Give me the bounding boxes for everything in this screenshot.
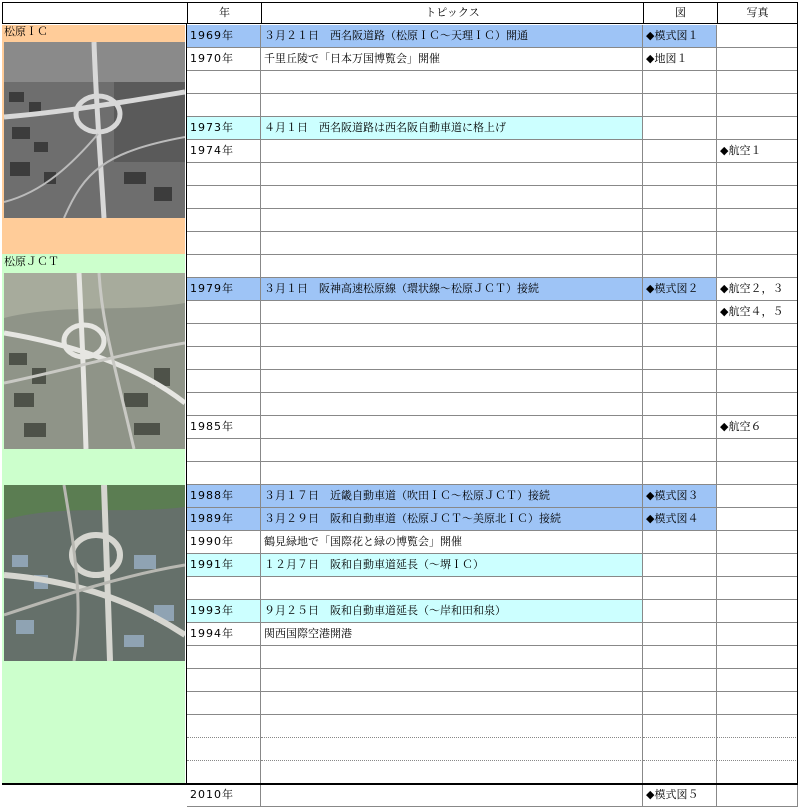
topic-cell bbox=[261, 692, 643, 715]
topic-cell bbox=[261, 646, 643, 669]
photo-cell: ◆航空４，５ bbox=[717, 301, 798, 324]
table-row bbox=[187, 508, 798, 531]
year-cell: 1985年 bbox=[187, 416, 261, 439]
photo-cell bbox=[717, 255, 798, 278]
figure-cell bbox=[643, 347, 717, 370]
figure-cell: ◆模式図４ bbox=[643, 508, 717, 531]
table-row bbox=[187, 738, 798, 761]
table-row bbox=[187, 393, 798, 416]
photo-cell bbox=[717, 738, 798, 761]
photo-cell bbox=[717, 94, 798, 117]
year-cell: 1993年 bbox=[187, 600, 261, 623]
photo-cell bbox=[717, 692, 798, 715]
year-cell: 1990年 bbox=[187, 531, 261, 554]
photo-cell bbox=[717, 163, 798, 186]
year-cell: 1970年 bbox=[187, 48, 261, 71]
header-topics: トピックス bbox=[261, 2, 644, 24]
header-figure: 図 bbox=[643, 2, 718, 24]
figure-cell bbox=[643, 117, 717, 140]
header-year: 年 bbox=[187, 2, 262, 24]
figure-cell: ◆模式図３ bbox=[643, 485, 717, 508]
figure-cell bbox=[643, 301, 717, 324]
figure-cell bbox=[643, 186, 717, 209]
section-label-jct: 松原ＪＣＴ bbox=[4, 255, 59, 268]
year-cell bbox=[187, 347, 261, 370]
topic-cell: ９月２５日 阪和自動車道延長（〜岸和田和泉） bbox=[261, 600, 643, 623]
year-cell bbox=[187, 715, 261, 738]
photo-cell bbox=[717, 669, 798, 692]
figure-cell bbox=[643, 324, 717, 347]
table-row bbox=[187, 301, 798, 324]
photo-cell bbox=[717, 209, 798, 232]
year-cell: 1989年 bbox=[187, 508, 261, 531]
figure-cell bbox=[643, 600, 717, 623]
table-row bbox=[187, 140, 798, 163]
topic-cell bbox=[261, 232, 643, 255]
table-row bbox=[187, 646, 798, 669]
figure-cell bbox=[643, 761, 717, 784]
topic-cell bbox=[261, 784, 643, 807]
photo-cell bbox=[717, 186, 798, 209]
table-row bbox=[187, 439, 798, 462]
aerial-photo-1985 bbox=[4, 273, 185, 449]
year-cell bbox=[187, 669, 261, 692]
year-cell: 1969年 bbox=[187, 25, 261, 48]
topic-cell bbox=[261, 370, 643, 393]
photo-cell bbox=[717, 48, 798, 71]
photo-cell: ◆航空２，３ bbox=[717, 278, 798, 301]
photo-cell: ◆航空６ bbox=[717, 416, 798, 439]
topic-cell: １２月７日 阪和自動車道延長（〜堺ＩＣ） bbox=[261, 554, 643, 577]
year-cell: 1979年 bbox=[187, 278, 261, 301]
topic-cell bbox=[261, 393, 643, 416]
photo-cell bbox=[717, 485, 798, 508]
figure-cell bbox=[643, 623, 717, 646]
figure-cell bbox=[643, 554, 717, 577]
table-row bbox=[187, 209, 798, 232]
year-cell bbox=[187, 646, 261, 669]
photo-cell bbox=[717, 761, 798, 784]
year-cell bbox=[187, 232, 261, 255]
figure-cell bbox=[643, 71, 717, 94]
figure-cell bbox=[643, 738, 717, 761]
aerial-photo-1994 bbox=[4, 485, 185, 661]
topic-cell bbox=[261, 209, 643, 232]
topic-cell bbox=[261, 140, 643, 163]
figure-cell bbox=[643, 646, 717, 669]
figure-cell bbox=[643, 692, 717, 715]
topic-cell bbox=[261, 577, 643, 600]
topic-cell: ３月１日 阪神高速松原線（環状線〜松原ＪＣＴ）接続 bbox=[261, 278, 643, 301]
photo-cell bbox=[717, 347, 798, 370]
topic-cell bbox=[261, 669, 643, 692]
table-row bbox=[187, 669, 798, 692]
figure-cell bbox=[643, 715, 717, 738]
year-cell bbox=[187, 577, 261, 600]
topic-cell bbox=[261, 347, 643, 370]
topic-cell: 関西国際空港開港 bbox=[261, 623, 643, 646]
table-right-border bbox=[797, 24, 798, 783]
table-row bbox=[187, 278, 798, 301]
topic-cell: ３月２９日 阪和自動車道（松原ＪＣＴ〜美原北ＩＣ）接続 bbox=[261, 508, 643, 531]
table-row bbox=[187, 485, 798, 508]
header-left-blank bbox=[2, 2, 188, 24]
photo-cell bbox=[717, 784, 798, 807]
topic-cell bbox=[261, 94, 643, 117]
year-cell: 1988年 bbox=[187, 485, 261, 508]
year-cell bbox=[187, 94, 261, 117]
year-cell bbox=[187, 186, 261, 209]
table-row bbox=[187, 531, 798, 554]
photo-cell bbox=[717, 324, 798, 347]
figure-cell: ◆模式図１ bbox=[643, 25, 717, 48]
photo-cell bbox=[717, 25, 798, 48]
figure-cell bbox=[643, 163, 717, 186]
figure-cell: ◆地図１ bbox=[643, 48, 717, 71]
topic-cell bbox=[261, 301, 643, 324]
table-row bbox=[187, 255, 798, 278]
figure-cell bbox=[643, 462, 717, 485]
table-row bbox=[187, 94, 798, 117]
table-row bbox=[187, 163, 798, 186]
photo-cell bbox=[717, 117, 798, 140]
table-row bbox=[187, 416, 798, 439]
year-cell: 1991年 bbox=[187, 554, 261, 577]
photo-cell bbox=[717, 439, 798, 462]
table-row bbox=[187, 370, 798, 393]
year-cell bbox=[187, 163, 261, 186]
year-cell bbox=[187, 370, 261, 393]
topic-cell bbox=[261, 163, 643, 186]
photo-cell bbox=[717, 600, 798, 623]
topic-cell bbox=[261, 186, 643, 209]
aerial-photo-1974 bbox=[4, 42, 185, 218]
figure-cell bbox=[643, 140, 717, 163]
figure-cell bbox=[643, 393, 717, 416]
photo-cell bbox=[717, 554, 798, 577]
topic-cell bbox=[261, 738, 643, 761]
figure-cell bbox=[643, 255, 717, 278]
year-cell bbox=[187, 209, 261, 232]
photo-cell bbox=[717, 232, 798, 255]
table-row bbox=[187, 48, 798, 71]
topic-cell bbox=[261, 324, 643, 347]
figure-cell: ◆模式図２ bbox=[643, 278, 717, 301]
year-cell bbox=[187, 393, 261, 416]
topic-cell bbox=[261, 462, 643, 485]
figure-cell bbox=[643, 416, 717, 439]
year-cell bbox=[187, 301, 261, 324]
table-row bbox=[187, 761, 798, 784]
photo-cell bbox=[717, 715, 798, 738]
table-row bbox=[187, 462, 798, 485]
photo-cell bbox=[717, 623, 798, 646]
year-cell: 1994年 bbox=[187, 623, 261, 646]
topic-cell: 鶴見緑地で「国際花と緑の博覧会」開催 bbox=[261, 531, 643, 554]
figure-cell bbox=[643, 209, 717, 232]
year-cell: 1973年 bbox=[187, 117, 261, 140]
photo-cell bbox=[717, 462, 798, 485]
table-row bbox=[187, 554, 798, 577]
table-row bbox=[187, 71, 798, 94]
topic-cell bbox=[261, 255, 643, 278]
figure-cell bbox=[643, 669, 717, 692]
year-cell bbox=[187, 324, 261, 347]
topic-cell bbox=[261, 416, 643, 439]
table-row bbox=[187, 25, 798, 48]
table-row bbox=[187, 324, 798, 347]
figure-cell bbox=[643, 370, 717, 393]
topic-cell: ３月２１日 西名阪道路（松原ＩＣ〜天理ＩＣ）開通 bbox=[261, 25, 643, 48]
year-cell bbox=[187, 439, 261, 462]
table-row bbox=[187, 715, 798, 738]
figure-cell bbox=[643, 439, 717, 462]
section-label-ic: 松原ＩＣ bbox=[4, 25, 48, 38]
table-row bbox=[187, 692, 798, 715]
photo-cell bbox=[717, 646, 798, 669]
table-bottom-border bbox=[2, 783, 798, 785]
year-cell bbox=[187, 71, 261, 94]
table-left-border bbox=[186, 24, 187, 783]
year-cell bbox=[187, 692, 261, 715]
photo-cell bbox=[717, 577, 798, 600]
table-row bbox=[187, 784, 798, 807]
topic-cell: 千里丘陵で「日本万国博覧会」開催 bbox=[261, 48, 643, 71]
year-cell: 2010年 bbox=[187, 784, 261, 807]
figure-cell bbox=[643, 577, 717, 600]
table-row bbox=[187, 117, 798, 140]
photo-cell bbox=[717, 71, 798, 94]
photo-cell: ◆航空１ bbox=[717, 140, 798, 163]
figure-cell bbox=[643, 531, 717, 554]
table-row bbox=[187, 577, 798, 600]
table-row bbox=[187, 623, 798, 646]
figure-cell: ◆模式図５ bbox=[643, 784, 717, 807]
photo-cell bbox=[717, 393, 798, 416]
year-cell bbox=[187, 738, 261, 761]
topic-cell bbox=[261, 439, 643, 462]
figure-cell bbox=[643, 94, 717, 117]
year-cell bbox=[187, 255, 261, 278]
photo-cell bbox=[717, 370, 798, 393]
table-row bbox=[187, 186, 798, 209]
topic-cell bbox=[261, 715, 643, 738]
year-cell bbox=[187, 462, 261, 485]
photo-cell bbox=[717, 531, 798, 554]
year-cell bbox=[187, 761, 261, 784]
figure-cell bbox=[643, 232, 717, 255]
topic-cell: ３月１７日 近畿自動車道（吹田ＩＣ〜松原ＪＣＴ）接続 bbox=[261, 485, 643, 508]
topic-cell: ４月１日 西名阪道路は西名阪自動車道に格上げ bbox=[261, 117, 643, 140]
table-row bbox=[187, 347, 798, 370]
table-row bbox=[187, 232, 798, 255]
header-photo: 写真 bbox=[717, 2, 798, 24]
topic-cell bbox=[261, 761, 643, 784]
topic-cell bbox=[261, 71, 643, 94]
table-row bbox=[187, 600, 798, 623]
photo-cell bbox=[717, 508, 798, 531]
year-cell: 1974年 bbox=[187, 140, 261, 163]
